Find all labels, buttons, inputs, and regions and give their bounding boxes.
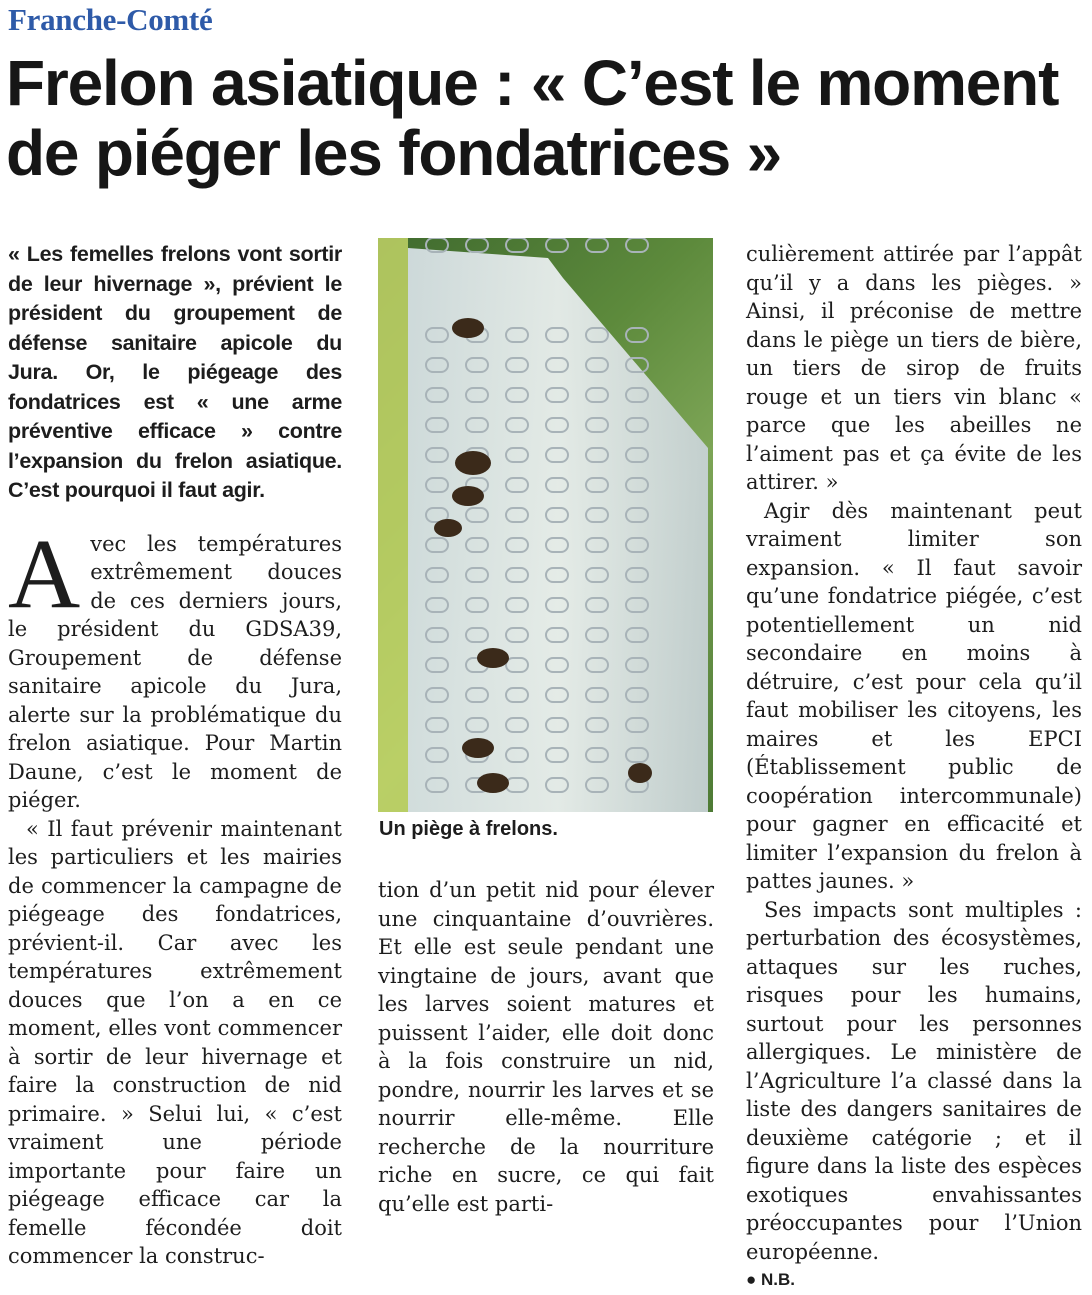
- body-paragraph-2a: « Il faut prévenir maintenant les particuliers et les mairies de commencer la campagne de piégeage des fondatrices, prévient-il. Car avec les températures extrêmement douces que l’on a en ce moment, elles vont commencer à sortir de leur hivernage et faire la construction de nid primaire. » Selui lui, « c’est vraiment une période importante pour faire un piégeage efficace car la femelle fécondée doit commencer la construc-: [8, 816, 342, 1268]
- paragraph-1-text: vec les températures extrêmement douces de ces derniers jours, le président du GDSA39, Groupement de défense sanitaire apicole du Jura, alerte sur la problématique du frelon asiatique. Pour Martin Daune, c’est le moment de piéger.: [8, 531, 342, 812]
- column-3: [746, 240, 1082, 1295]
- author-signature: ● N.B.: [746, 1270, 795, 1289]
- column-1: [8, 240, 342, 1271]
- trap-illustration: [378, 238, 713, 812]
- hornet-trap-photo: [378, 238, 713, 812]
- lead-paragraph: « Les femelles frelons vont sortir de leur hivernage », prévient le président du groupement de défense sanitaire apicole du Jura. Or, le piégeage des fondatrices est « une arme préventive efficace » contre l’expansion du frelon asiatique. C’est pourquoi il faut agir.: [8, 242, 342, 502]
- headline: Frelon asiatique : « C’est le moment de piéger les fondatrices »: [6, 47, 1059, 189]
- body-paragraph-2b: tion d’un petit nid pour élever une cinquantaine d’ouvrières. Et elle est seule pendant une vingtaine de jours, avant que les larves soient matures et puissent l’aider, elle doit donc à la fois construire un nid, pondre, nourrir les larves et se nourrir elle-même. Elle recherche de la nourriture riche en sucre, ce qui fait qu’elle est parti-: [378, 878, 714, 1216]
- body-paragraph-4: Ses impacts sont multiples : perturbation des écosystèmes, attaques sur les ruches, risques pour les humains, surtout pour les personnes allergiques. Le ministère de l’Agriculture l’a classé dans la liste des dangers sanitaires de deuxième catégorie ; et il figure dans la liste des espèces exotiques envahissantes préoccupantes pour l’Union européenne.: [746, 897, 1082, 1264]
- photo-caption: Un piège à frelons.: [379, 818, 558, 840]
- body-paragraph-1: [8, 517, 342, 815]
- kicker: Franche-Comté: [8, 2, 213, 37]
- body-paragraph-3: Agir dès maintenant peut vraiment limiter son expansion. « Il faut savoir qu’une fondatrice piégée, c’est potentiellement un nid secondaire en moins à détruire, c’est pour cela qu’il faut mobiliser les citoyens, les maires et les EPCI (Établissement public de coopération intercommunale) pour gagner en efficacité et limiter l’expansion du frelon à pattes jaunes. »: [746, 498, 1082, 893]
- body-paragraph-2c: culièrement attirée par l’appât qu’il y a dans les pièges. » Ainsi, il préconise de mettre dans le piège un tiers de bière, un tiers de sirop de fruits rouge et un tiers vin blanc « parce que les abeilles ne l’aiment pas et ça évite de les attirer. »: [746, 242, 1082, 494]
- column-2: [378, 876, 714, 1218]
- drop-cap: A: [8, 517, 81, 629]
